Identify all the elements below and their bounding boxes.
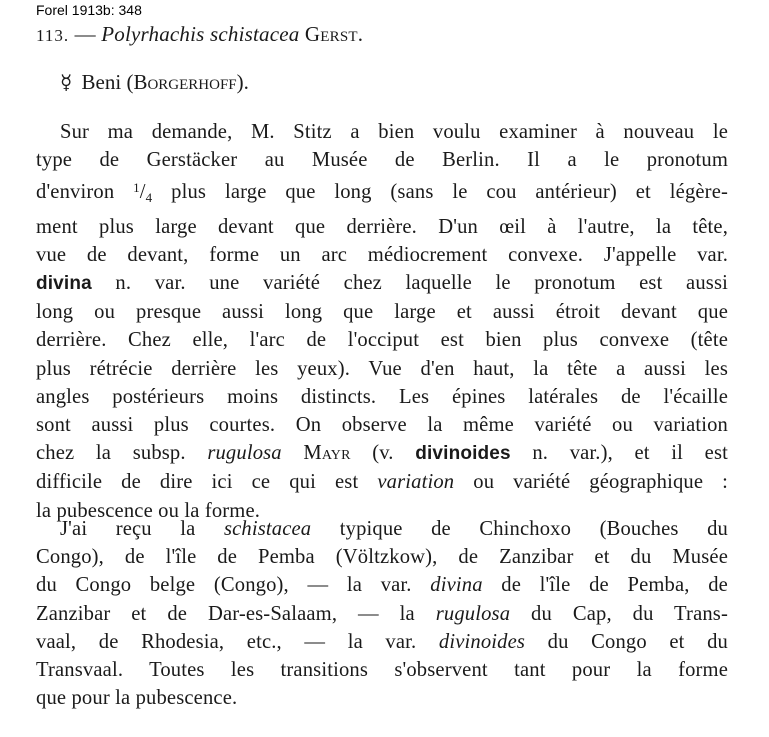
text-run: d'environ <box>36 181 115 204</box>
variety-name-italic: divina <box>430 574 483 597</box>
citation-label: Forel 1913b: 348 <box>36 2 142 18</box>
species-heading <box>36 22 363 47</box>
text-line <box>36 600 728 628</box>
text-line <box>36 628 728 656</box>
text-run: ou variété géographique : <box>473 471 729 494</box>
text-line <box>36 515 728 543</box>
text-run: du Congo belge (Congo), — la var. <box>36 574 412 597</box>
text-run: J'ai reçu la <box>60 518 196 540</box>
text-run: (v. <box>372 442 394 465</box>
subspecies-name: rugulosa <box>207 442 282 465</box>
paragraph-description <box>36 118 728 525</box>
locality-line <box>60 70 249 95</box>
text-line: long ou presque aussi long que large et aussi étroit devant que <box>36 301 728 324</box>
text-line: Transvaal. Toutes les transitions s'observent tant pour la forme <box>36 659 728 682</box>
text-line <box>36 174 728 212</box>
text-run: de l'île de Pemba, de <box>501 574 728 597</box>
text-run: Zanzibar et de Dar-es-Salaam, — la <box>36 602 415 625</box>
text-line: Sur ma demande, M. Stitz a bien voulu examiner à nouveau le <box>60 121 728 143</box>
text-line: sont aussi plus courtes. On observe la même variété ou variation <box>36 414 728 437</box>
text-run: n. var. une variété chez laquelle le pronotum est aussi <box>115 272 728 295</box>
text-run: typique de Chinchoxo (Bouches du <box>339 518 728 540</box>
heading-dash: — <box>74 22 96 46</box>
species-author: Gerst. <box>304 22 364 46</box>
variety-name-italic: divinoides <box>438 630 526 653</box>
text-line: angles postérieurs moins distincts. Les épines latérales de l'écaille <box>36 385 728 408</box>
text-line <box>36 269 728 298</box>
fraction <box>133 180 153 206</box>
text-line: type de Gerstäcker au Musée de Berlin. Il a le pronotum <box>36 149 728 172</box>
italic-term: variation <box>377 471 455 494</box>
text-line: vue de devant, forme un arc médiocrement convexe. J'appelle var. <box>36 243 728 266</box>
text-line: Congo), de l'île de Pemba (Völtzkow), de Zanzibar et du Musée <box>36 546 728 569</box>
text-line: ment plus large devant que derrière. D'un œil à l'autre, la tête, <box>36 215 728 238</box>
text-run: du Congo et du <box>547 630 728 653</box>
text-run: plus large que long (sans le cou antérieur) et légère- <box>171 181 728 204</box>
locality-collector: (Borgerhoff). <box>126 70 249 94</box>
text-line: la pubescence ou la forme. <box>36 499 261 522</box>
species-name-italic: schistacea <box>223 518 312 540</box>
text-line <box>36 439 728 468</box>
subspecies-name: rugulosa <box>435 602 511 625</box>
text-run: difficile de dire ici ce qui est <box>36 471 359 494</box>
text-line: derrière. Chez elle, l'arc de l'occiput est bien plus convexe (tête <box>36 329 728 352</box>
fraction-slash: / <box>139 181 146 204</box>
text-line: que pour la pubescence. <box>36 687 238 710</box>
variety-name-divina: divina <box>36 273 92 295</box>
text-run: n. var.), et il est <box>532 442 728 465</box>
text-line: plus rétrécie derrière les yeux). Vue d'en haut, la tête a aussi les <box>36 357 728 380</box>
text-line <box>36 571 728 599</box>
author-name: Mayr <box>303 442 351 465</box>
species-name: Polyrhachis schistacea <box>101 22 300 46</box>
paragraph-distribution <box>36 515 728 712</box>
text-run: vaal, de Rhodesia, etc., — la var. <box>36 630 417 653</box>
fraction-numerator: 1 <box>133 180 140 196</box>
species-number: 113. <box>36 26 70 45</box>
locality-place: Beni <box>81 70 122 94</box>
worker-caste-symbol: ☿ <box>60 72 73 94</box>
fraction-denominator: 4 <box>145 190 153 206</box>
text-run: chez la subsp. <box>36 442 186 465</box>
text-run: du Cap, du Trans- <box>531 602 728 625</box>
text-line <box>36 468 728 496</box>
variety-name-divinoides: divinoides <box>415 443 511 465</box>
